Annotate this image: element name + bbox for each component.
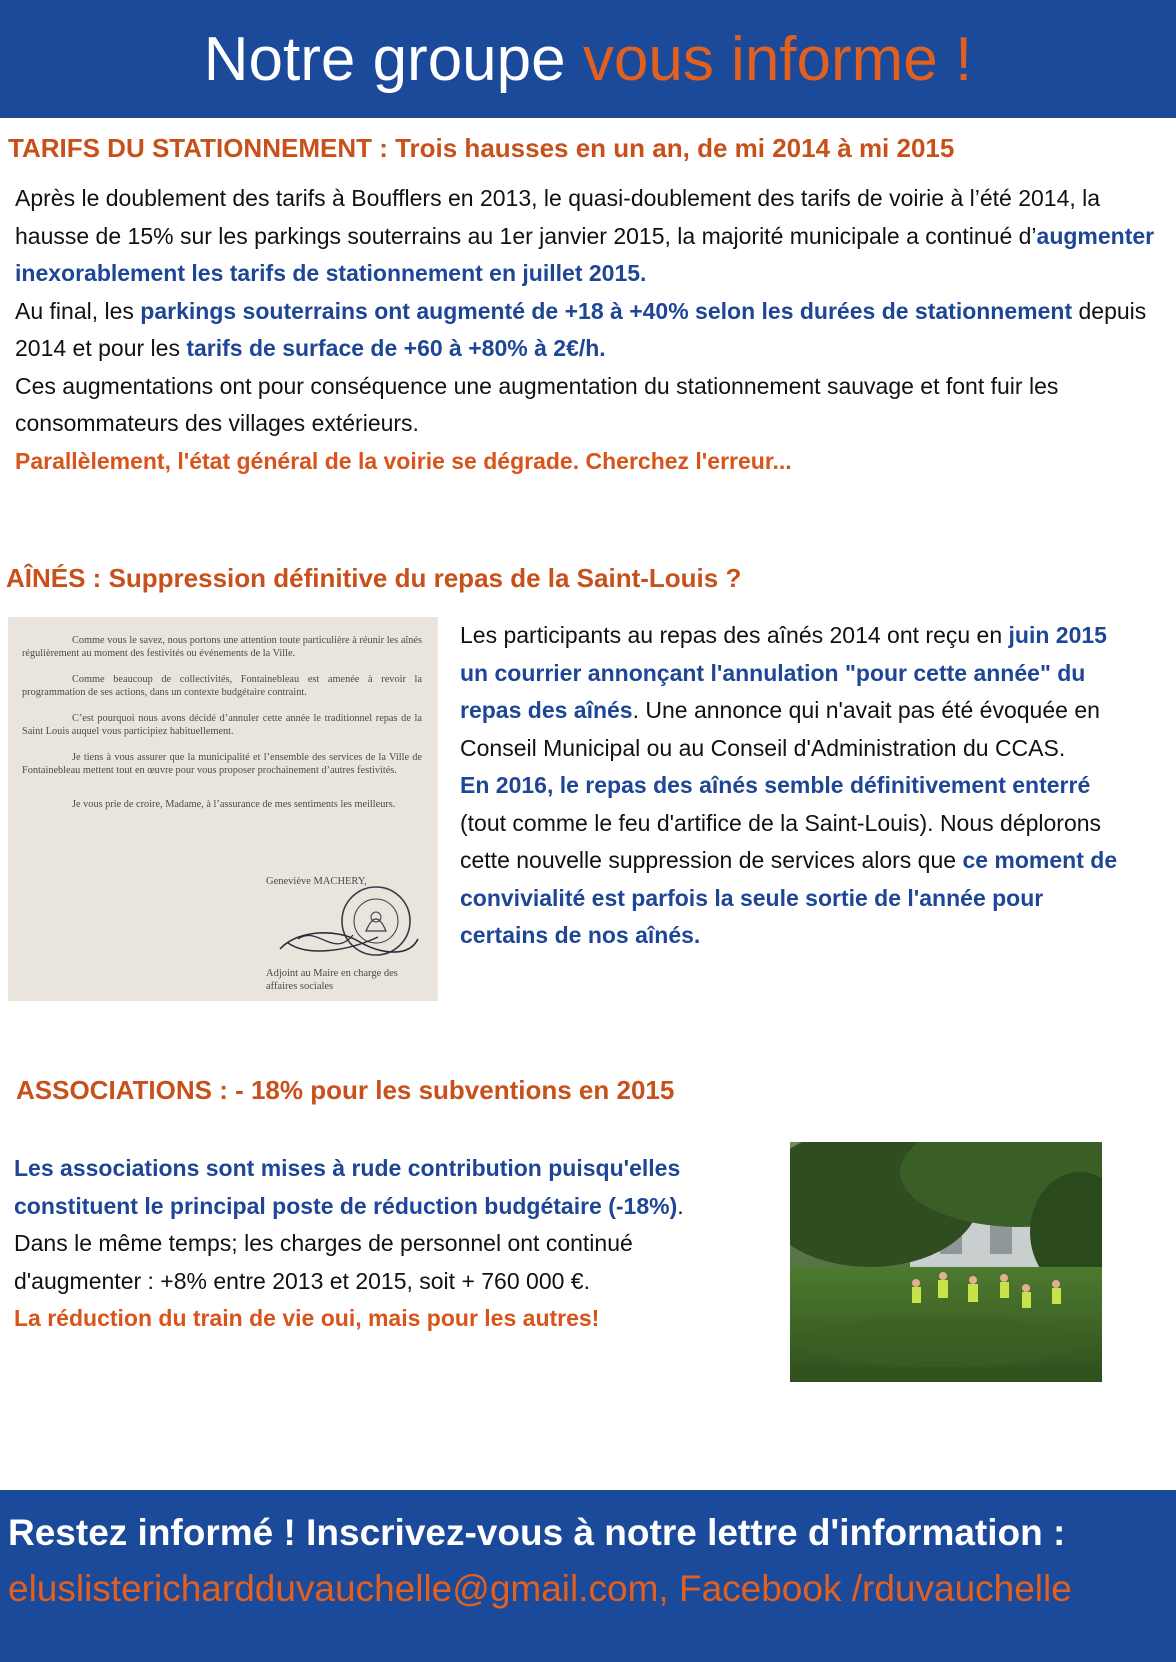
park-photo-illustration — [790, 1142, 1102, 1382]
aines-p2-highlight-a: En 2016, le repas des aînés semble définitivement enterré — [460, 772, 1091, 798]
aines-p1-highlight: juin 2015 un courrier annonçant l'annulation "pour cette année" du repas des aînés — [460, 622, 1107, 723]
section-heading-aines: AÎNÉS : Suppression définitive du repas de la Saint-Louis ? — [6, 563, 742, 593]
associations-p1-period: . — [677, 1192, 684, 1219]
stationnement-paragraph-2 — [15, 293, 1155, 368]
stationnement-p1-highlight: augmenter inexorablement les tarifs de stationnement en juillet 2015. — [15, 222, 1155, 286]
section-heading-associations: ASSOCIATIONS : - 18% pour les subventions en 2015 — [16, 1075, 675, 1105]
stationnement-p2-highlight-b: tarifs de surface de +60 à +80% à 2€/h. — [186, 335, 606, 361]
associations-p1-highlight: Les associations sont mises à rude contribution puisqu'elles constituent le principal poste de réduction budgétaire (-18%) — [14, 1155, 681, 1219]
letter-image — [8, 617, 438, 1001]
aines-p2-highlight-b: ce moment de convivialité est parfois la seule sortie de l'année pour certains de nos aînés. — [460, 847, 1118, 948]
stationnement-paragraph-3: Ces augmentations ont pour conséquence une augmentation du stationnement sauvage et font fuir les consommateurs des villages extérieurs. — [15, 372, 1059, 436]
footer-banner — [0, 1490, 1176, 1662]
official-stamp-icon — [278, 879, 428, 979]
letter-paragraph-1: Comme vous le savez, nous portons une attention toute particulière à réunir les aînés régulièrement au moment des festivités ou événements de la Ville. — [22, 635, 422, 659]
letter-signatory: Geneviève MACHERY, — [266, 876, 367, 887]
park-photo — [790, 1142, 1102, 1382]
header-banner — [0, 0, 1176, 118]
stationnement-p1-text: Après le doublement des tarifs à Boufflers en 2013, le quasi-doublement des tarifs de voirie à l’été 2014, la hausse de 15% sur les parkings souterrains au 1er janvier 2015, la majorité municipale a continué d’ — [15, 185, 1101, 249]
aines-p2-text: (tout comme le feu d'artifice de la Saint-Louis). Nous déplorons cette nouvelle suppression de services alors que — [460, 809, 1102, 873]
associations-paragraph-1 — [14, 1150, 749, 1225]
footer-newsletter-text: Restez informé ! Inscrivez-vous à notre lettre d'information : — [8, 1512, 1066, 1553]
section-heading-stationnement: TARIFS DU STATIONNEMENT : Trois hausses en un an, de mi 2014 à mi 2015 — [8, 133, 955, 163]
aines-body — [460, 617, 1130, 955]
letter-paragraph-2: Comme beaucoup de collectivités, Fontainebleau est amenée à revoir la programmation de ses actions, dans un contexte budgétaire contraint. — [22, 674, 422, 698]
letter-role: Adjoint au Maire en charge des affaires sociales — [266, 968, 398, 992]
footer-contact-link[interactable]: eluslisterichardduvauchelle@gmail.com, Facebook /rduvauchelle — [8, 1568, 1072, 1609]
aines-p1-text-a: Les participants au repas des aînés 2014 ont reçu en — [460, 622, 1009, 648]
stationnement-paragraph-4: Parallèlement, l'état général de la voirie se dégrade. Cherchez l'erreur... — [15, 447, 792, 474]
stationnement-p2-highlight-a: parkings souterrains ont augmenté de +18 à +40% selon les durées de stationnement — [140, 297, 1073, 324]
stationnement-p2-text-a: Au final, les — [15, 297, 141, 324]
aines-paragraph-2 — [460, 767, 1130, 955]
aines-p1-text-b: . Une annonce qui n'avait pas été évoquée en Conseil Municipal ou au Conseil d'Administration du CCAS. — [460, 697, 1100, 761]
stationnement-p2-text-b: depuis 2014 et pour les — [15, 297, 1147, 361]
aines-paragraph-1 — [460, 617, 1130, 767]
letter-paragraph-4: Je tiens à vous assurer que la municipalité et l’ensemble des services de la Ville de Fontainebleau mettent tout en œuvre pour vous proposer prochainement d’autres festivités. — [22, 752, 422, 776]
banner-title-part1: Notre groupe — [203, 24, 566, 94]
letter-paragraph-3: C’est pourquoi nous avons décidé d’annuler cette année le traditionnel repas de la Saint Louis auquel vous participiez habituellement. — [22, 713, 422, 737]
stationnement-body — [15, 180, 1155, 480]
stationnement-paragraph-1 — [15, 180, 1155, 293]
associations-paragraph-3: La réduction du train de vie oui, mais pour les autres! — [14, 1305, 600, 1331]
associations-paragraph-2: Dans le même temps; les charges de personnel ont continué d'augmenter : +8% entre 2013 et 2015, soit + 760 000 €. — [14, 1230, 633, 1294]
associations-body — [14, 1150, 749, 1338]
letter-paragraph-5: Je vous prie de croire, Madame, à l’assurance de mes sentiments les meilleurs. — [72, 799, 396, 810]
banner-title-part2: vous informe ! — [582, 24, 973, 94]
